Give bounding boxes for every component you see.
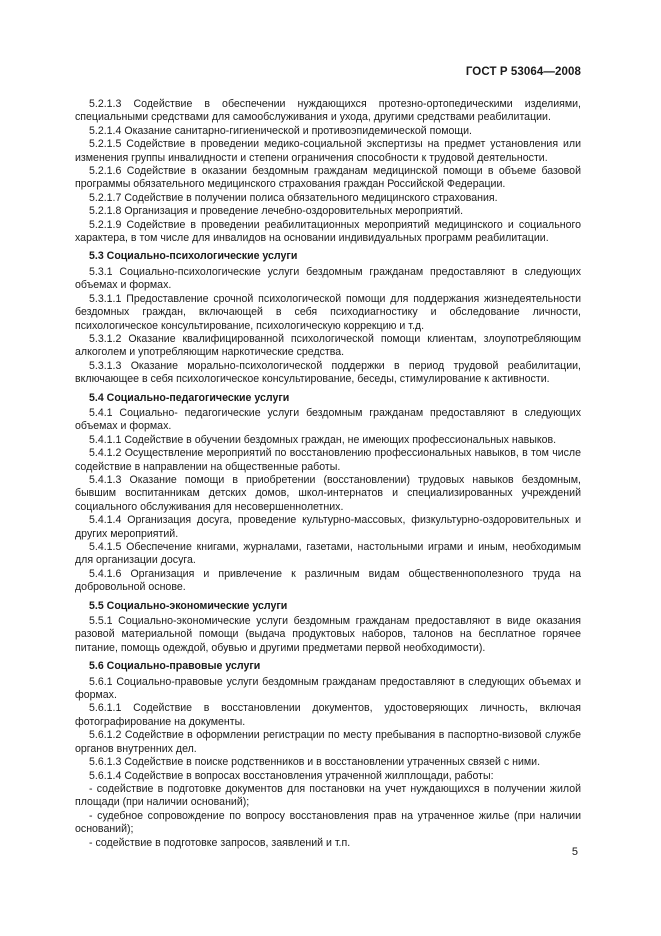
body-paragraph: 5.6.1 Социально-правовые услуги бездомным гражданам предоставляют в следующих объемах и формах. (75, 675, 581, 702)
body-paragraph: 5.5.1 Социально-экономические услуги бездомным гражданам предоставляют в виде оказания разовой материальной помощи (выдача продуктовых наборов, талонов на бесплатное горячее питание, помощь одеждой, обувью и другими предметами первой необходимости). (75, 615, 581, 654)
body-paragraph: - содействие в подготовке запросов, заявлений и т.п. (89, 836, 351, 849)
body-paragraph: 5.2.1.8 Организация и проведение лечебно-оздоровительных мероприятий. (89, 205, 464, 218)
body-paragraph: 5.4.1.2 Осуществление мероприятий по восстановлению профессиональных навыков, в том числе содействие в направлении на общественные работы. (75, 447, 581, 473)
section-heading: 5.4 Социально-педагогические услуги (89, 391, 290, 404)
body-paragraph: 5.4.1 Социально- педагогические услуги бездомным гражданам предоставляют в следующих объемах и формах. (75, 406, 581, 433)
body-paragraph: 5.4.1.5 Обеспечение книгами, журналами, газетами, настольными играми и иным, необходимым для организации досуга. (75, 541, 581, 567)
body-paragraph: 5.6.1.4 Содействие в вопросах восстановления утраченной жилплощади, работы: (89, 769, 494, 782)
body-paragraph: 5.4.1.6 Организация и привлечение к различным видам общественнополезного труда на добровольной основе. (75, 567, 581, 594)
section-heading: 5.3 Социально-психологические услуги (89, 250, 298, 263)
section-heading: 5.6 Социально-правовые услуги (89, 660, 261, 673)
document-header-id: ГОСТ Р 53064—2008 (465, 66, 581, 78)
body-paragraph: 5.2.1.5 Содействие в проведении медико-социальной экспертизы на предмет установления или изменения группы инвалидности и степени ограничения способности к трудовой деятельности. (75, 138, 581, 164)
body-paragraph: 5.3.1.1 Предоставление срочной психологической помощи для поддержания жизнедеятельности бездомных граждан, включающей в себя психодиагностику и обследование личности, психологическое консультирование, психологическую коррекцию и т.д. (75, 292, 581, 332)
body-paragraph: 5.2.1.7 Содействие в получении полиса обязательного медицинского страхования. (89, 191, 498, 204)
body-paragraph: 5.3.1 Социально-психологические услуги бездомным гражданам предоставляют в следующих объемах и формах. (75, 265, 581, 292)
body-paragraph: 5.4.1.1 Содействие в обучении бездомных граждан, не имеющих профессиональных навыков. (89, 433, 557, 446)
body-paragraph: 5.4.1.4 Организация досуга, проведение культурно-массовых, физкультурно-оздоровительных и других мероприятий. (75, 514, 581, 540)
section-heading: 5.5 Социально-экономические услуги (89, 599, 288, 612)
body-paragraph: 5.3.1.2 Оказание квалифицированной психологической помощи клиентам, злоупотребляющим алкоголем и употребляющим наркотические средства. (75, 332, 581, 359)
body-paragraph: 5.2.1.3 Содействие в обеспечении нуждающихся протезно-ортопедическими изделиями, специальными средствами для самообслуживания и ухода, другими средствами реабилитации. (75, 98, 581, 124)
body-paragraph: 5.6.1.2 Содействие в оформлении регистрации по месту пребывания в паспортно-визовой службе органов внутренних дел. (75, 729, 581, 755)
body-paragraph: 5.2.1.6 Содействие в оказании бездомным гражданам медицинской помощи в объеме базовой программы обязательного медицинского страхования граждан Российской Федерации. (75, 165, 581, 191)
body-paragraph: 5.6.1.1 Содействие в восстановлении документов, удостоверяющих личность, включая фотографирование на документы. (75, 702, 581, 728)
body-paragraph: 5.2.1.4 Оказание санитарно-гигиенической и противоэпидемической помощи. (89, 124, 472, 137)
body-paragraph: 5.4.1.3 Оказание помощи в приобретении (восстановлении) трудовых навыков бездомным, бывшим воспитанникам детских домов, школ-интернатов и специализированных учреждений социального обслуживания для несовершеннолетних. (75, 473, 581, 513)
body-paragraph: 5.3.1.3 Оказание морально-психологической поддержки в период трудовой реабилитации, включающее в себя психологическое консультирование, беседы, стимулирование к активности. (75, 359, 581, 386)
body-paragraph: - содействие в подготовке документов для постановки на учет нуждающихся в получении жилой площади (при наличии оснований); (75, 782, 581, 809)
body-paragraph: 5.6.1.3 Содействие в поиске родственников и в восстановлении утраченных связей с ними. (89, 756, 541, 769)
document-body (75, 98, 581, 850)
body-paragraph: 5.2.1.9 Содействие в проведении реабилитационных мероприятий медицинского и социального характера, в том числе для инвалидов на основании индивидуальных программ реабилитации. (75, 218, 581, 245)
page-number: 5 (571, 846, 578, 858)
body-paragraph: - судебное сопровождение по вопросу восстановления прав на утраченное жилье (при наличии оснований); (75, 809, 581, 836)
